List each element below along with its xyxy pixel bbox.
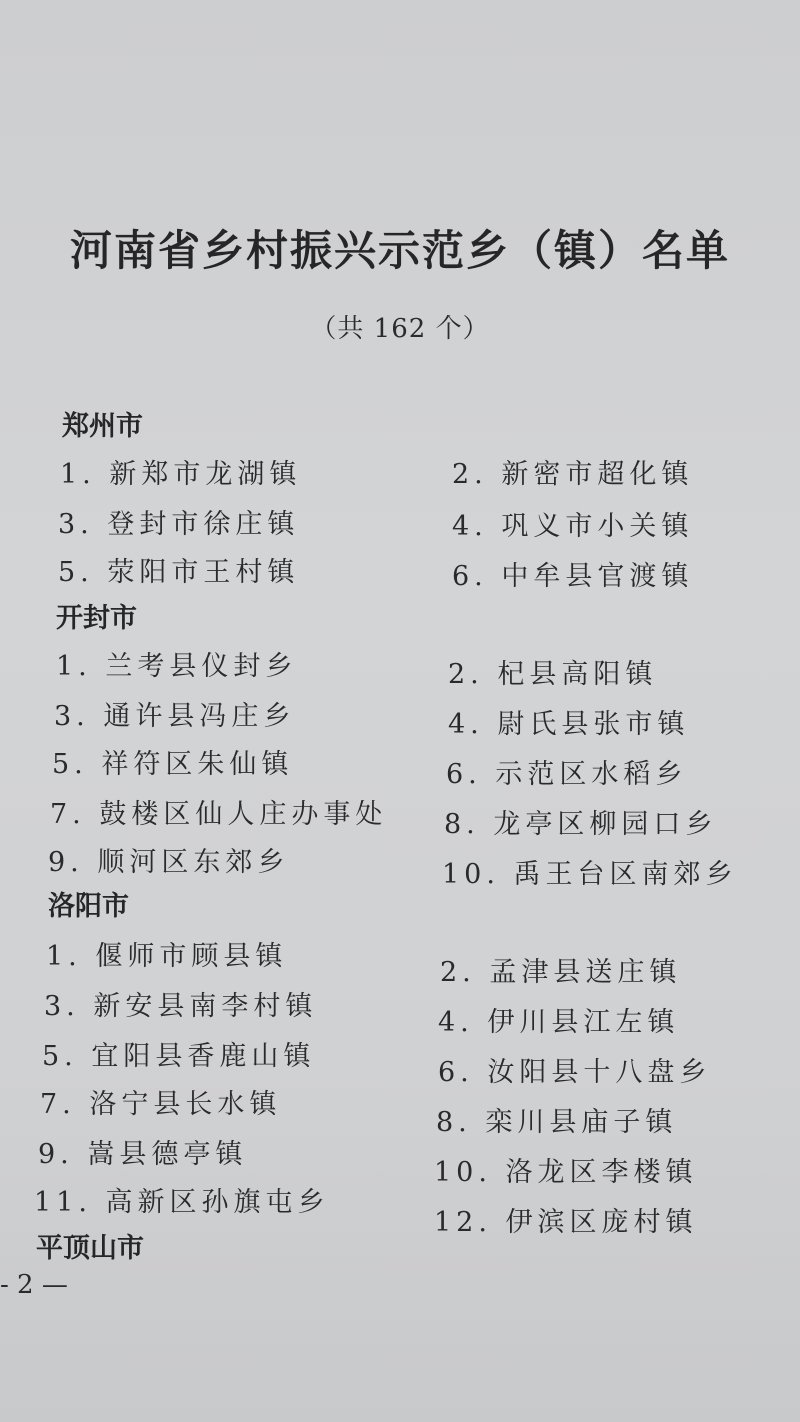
list-item: 4. 尉氏县张市镇 bbox=[448, 709, 690, 740]
list-item: 6. 汝阳县十八盘乡 bbox=[438, 1057, 712, 1088]
list-item: 3. 新安县南李村镇 bbox=[44, 991, 318, 1022]
list-item: 8. 龙亭区柳园口乡 bbox=[444, 809, 718, 840]
list-item: 3. 登封市徐庄镇 bbox=[58, 509, 300, 540]
list-item: 5. 荥阳市王村镇 bbox=[58, 557, 300, 588]
document-title: 河南省乡村振兴示范乡（镇）名单 bbox=[69, 226, 730, 275]
list-item: 5. 祥符区朱仙镇 bbox=[52, 749, 294, 780]
list-item: 10. 洛龙区李楼镇 bbox=[434, 1157, 698, 1188]
list-item: 7. 鼓楼区仙人庄办事处 bbox=[50, 799, 388, 830]
list-item: 3. 通许县冯庄乡 bbox=[54, 701, 296, 732]
list-item: 1. 兰考县仪封乡 bbox=[56, 651, 298, 682]
document-subtitle: （共 162 个） bbox=[310, 314, 490, 344]
city-heading-kaifeng: 开封市 bbox=[56, 603, 137, 634]
list-item: 4. 伊川县江左镇 bbox=[438, 1007, 680, 1038]
list-item: 6. 中牟县官渡镇 bbox=[452, 561, 694, 592]
list-item: 5. 宜阳县香鹿山镇 bbox=[42, 1041, 316, 1072]
list-item: 2. 杞县高阳镇 bbox=[448, 659, 658, 690]
list-item: 8. 栾川县庙子镇 bbox=[436, 1107, 678, 1138]
list-item: 11. 高新区孙旗屯乡 bbox=[34, 1187, 330, 1218]
city-heading-pingdingshan: 平顶山市 bbox=[36, 1233, 144, 1264]
list-item: 9. 顺河区东郊乡 bbox=[48, 847, 290, 878]
list-item: 12. 伊滨区庞村镇 bbox=[434, 1207, 698, 1238]
list-item: 6. 示范区水稻乡 bbox=[446, 759, 688, 790]
list-item: 7. 洛宁县长水镇 bbox=[40, 1089, 282, 1120]
city-heading-luoyang: 洛阳市 bbox=[48, 891, 129, 922]
page-number: - 2 — bbox=[0, 1270, 68, 1300]
list-item: 2. 新密市超化镇 bbox=[452, 459, 694, 490]
list-item: 1. 偃师市顾县镇 bbox=[46, 941, 288, 972]
list-item: 4. 巩义市小关镇 bbox=[452, 511, 694, 542]
list-item: 9. 嵩县德亭镇 bbox=[38, 1139, 248, 1170]
list-item: 10. 禹王台区南郊乡 bbox=[442, 859, 738, 890]
list-item: 2. 孟津县送庄镇 bbox=[440, 957, 682, 988]
city-heading-zhengzhou: 郑州市 bbox=[62, 411, 143, 442]
list-item: 1. 新郑市龙湖镇 bbox=[60, 459, 302, 490]
